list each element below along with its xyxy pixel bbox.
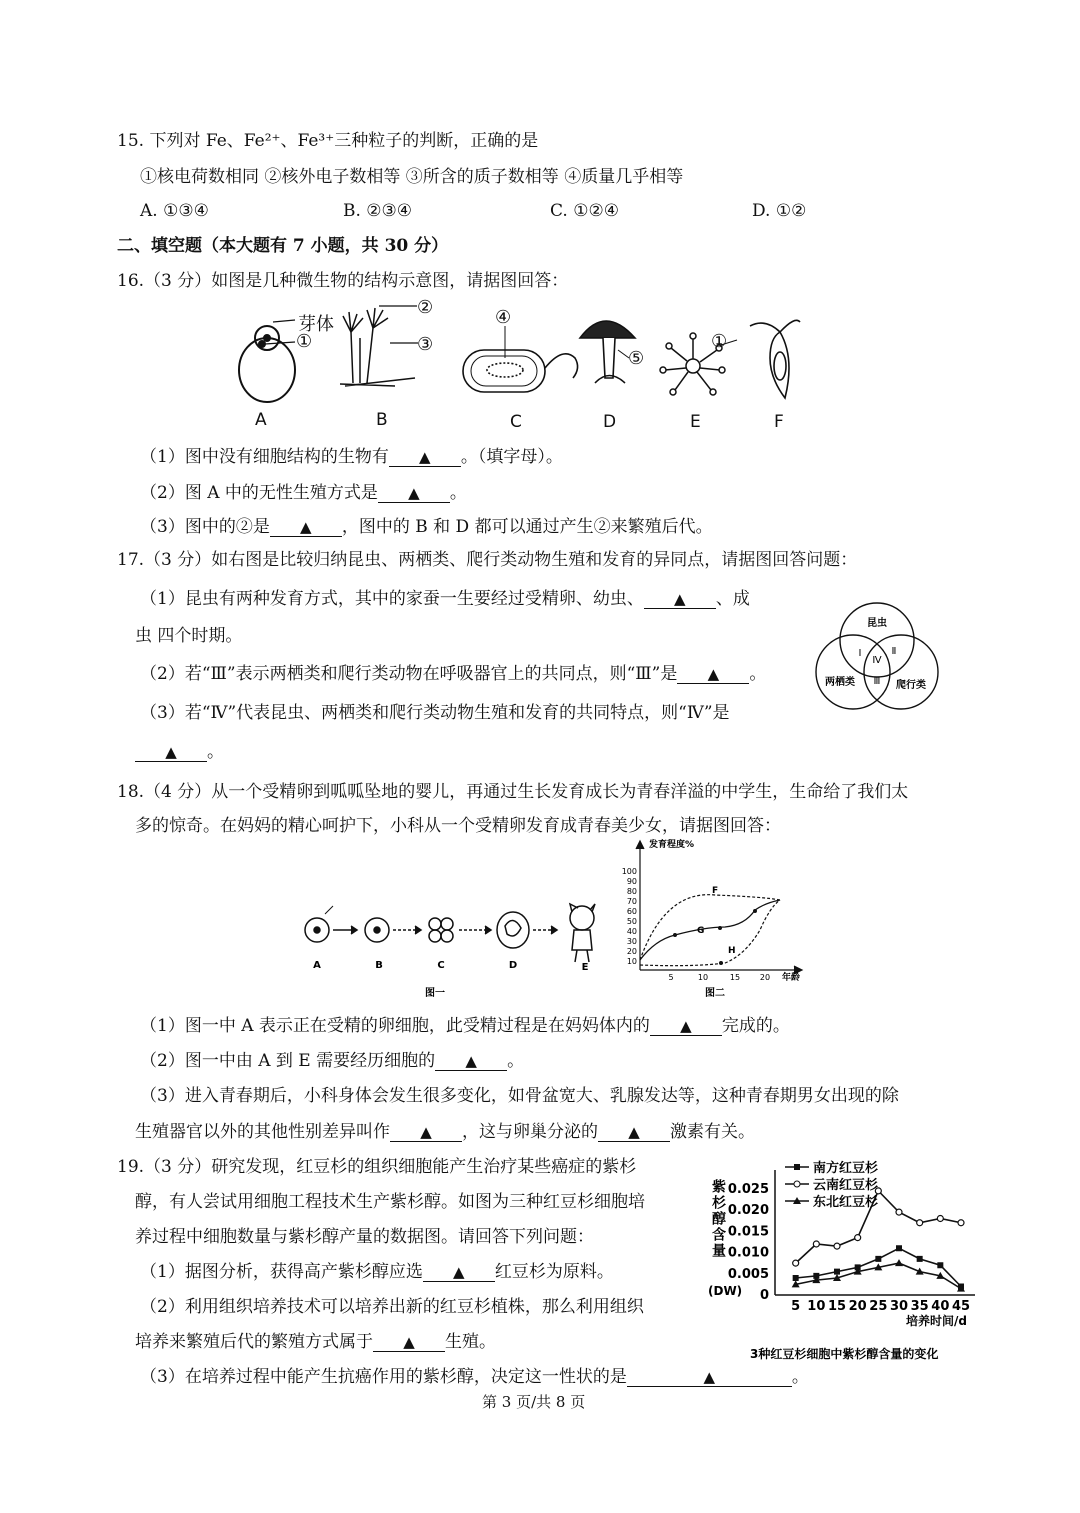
chart-xtick-label: 30 (889, 1299, 909, 1314)
fig-label-e: E (690, 412, 701, 432)
q18-part2-text: （2）图一中由 A 到 E 需要经历细胞的 (140, 1051, 436, 1071)
fig2-ytick-50: 50 (626, 917, 637, 926)
q15-option-b: B. ②③④ (343, 201, 413, 221)
blank-mark: ▲ (703, 1368, 716, 1386)
chart-point (896, 1209, 902, 1215)
chart-point (896, 1245, 902, 1251)
q16-part1 (140, 446, 563, 468)
fig-label-c: C (510, 412, 522, 432)
q17-answer-blank-2[interactable] (677, 665, 749, 684)
chart-point (793, 1260, 799, 1266)
fig2-caption: 图二 (705, 988, 725, 999)
chart-ylabel: 紫杉醇含量 (710, 1179, 726, 1259)
fig1-label-c: C (437, 960, 445, 971)
venn-region-3: Ⅲ (873, 676, 881, 687)
chart-yunit: (DW) (708, 1284, 743, 1298)
q16-part3-text: （3）图中的②是 (140, 517, 270, 537)
q16-answer-blank-3[interactable] (270, 518, 342, 537)
chart-point (855, 1235, 861, 1241)
q18-part3: （3）进入青春期后，小科身体会发生很多变化，如骨盆宽大、乳腺发达等，这种青春期男女出现的除 (140, 1086, 899, 1106)
chart-ytick-label: 0.005 (727, 1266, 769, 1282)
fig2-ytick-30: 30 (626, 937, 637, 946)
chart-point (917, 1256, 923, 1262)
q16-part3 (140, 516, 713, 538)
q15-option-a: A. ①③④ (140, 201, 209, 221)
q19-part1 (140, 1261, 614, 1283)
fig1-development (295, 900, 615, 1000)
virus-label-1: ① (711, 331, 728, 352)
chart-point (813, 1241, 819, 1247)
q18-part1 (140, 1015, 790, 1037)
q18-part2 (140, 1050, 524, 1072)
q19-part1-tail: 红豆杉为原料。 (494, 1262, 614, 1282)
fig1-caption: 图一 (425, 988, 445, 999)
q17-part2-tail: 。 (749, 664, 767, 684)
q18-part3-text: 生殖器官以外的其他性别差异叫作 (135, 1122, 390, 1142)
venn-region-2: Ⅱ (891, 646, 897, 657)
q19-line-1: 19.（3 分）研究发现，红豆杉的组织细胞能产生治疗某些癌症的紫杉 (117, 1157, 637, 1177)
chart-point (834, 1243, 840, 1249)
fig2-xlabel: 年龄 (781, 973, 801, 983)
yeast-bud-label: 芽体 (298, 314, 334, 335)
q18-answer-blank-4[interactable] (598, 1123, 670, 1142)
yeast-label-1: ① (296, 331, 313, 352)
bacterium-label-4: ④ (495, 307, 512, 328)
chart-xtick-label: 5 (791, 1299, 801, 1314)
fig2-ytick-40: 40 (626, 927, 637, 936)
q17-answer-blank-3[interactable] (135, 743, 207, 762)
chart-ytick-label: 0.010 (727, 1245, 769, 1261)
chart-xtick-label: 25 (869, 1299, 888, 1314)
section-title: 二、填空题（本大题有 7 小题，共 30 分） (117, 236, 449, 256)
q19-answer-blank-1[interactable] (423, 1263, 495, 1282)
chart-ytick-label: 0.015 (727, 1224, 769, 1240)
fig-label-d: D (603, 412, 617, 432)
blank-mark: ▲ (465, 1052, 477, 1070)
venn-region-4: Ⅳ (872, 655, 882, 666)
euglena-figure (750, 320, 800, 398)
blank-mark: ▲ (408, 484, 420, 502)
venn-amphibian: 两栖类 (825, 677, 855, 688)
q19-line-3: 养过程中细胞数量与紫杉醇产量的数据图。请回答下列问题： (135, 1227, 594, 1247)
q19-answer-blank-3[interactable] (627, 1368, 792, 1387)
q19-part2-text: 培养来繁殖后代的繁殖方式属于 (135, 1332, 373, 1352)
q16-part3-tail: ，图中的 B 和 D 都可以通过产生②来繁殖后代。 (341, 517, 713, 537)
q16-answer-blank-1[interactable] (389, 448, 461, 467)
q17-part1-tail: 、成 (715, 589, 750, 609)
chart-legend-label: 东北红豆杉 (813, 1195, 879, 1210)
taxol-content-chart (700, 1155, 990, 1370)
q17-part1 (140, 588, 750, 610)
chart-legend-label: 南方红豆杉 (813, 1161, 879, 1176)
fig-label-b: B (376, 410, 388, 430)
q19-part1-text: （1）据图分析，获得高产紫杉醇应选 (140, 1262, 423, 1282)
q18-answer-blank-2[interactable] (435, 1052, 507, 1071)
q18-answer-blank-1[interactable] (650, 1017, 722, 1036)
mushroom-figure (580, 321, 635, 383)
q18-part3-tail: 激素有关。 (670, 1122, 755, 1142)
venn-reptile: 爬行类 (896, 680, 926, 691)
fig2-ytick-90: 90 (626, 877, 637, 886)
blank-mark: ▲ (165, 743, 177, 761)
q19-answer-blank-2[interactable] (373, 1333, 445, 1352)
chart-point (937, 1216, 943, 1222)
fig2-ytick-10: 10 (626, 957, 637, 966)
fig2-ytick-80: 80 (626, 887, 637, 896)
venn-diagram (815, 600, 940, 710)
bacterium-figure (463, 326, 578, 392)
blank-mark: ▲ (420, 1123, 432, 1141)
fig2-xtick-15: 15 (729, 973, 741, 982)
q19-part2-cont (135, 1331, 496, 1353)
q19-part3-text: （3）在培养过程中能产生抗癌作用的紫杉醇，决定这一性状的是 (140, 1367, 627, 1387)
q17-answer-blank-1[interactable] (644, 590, 716, 609)
venn-insect: 昆虫 (867, 618, 887, 629)
q19-line-2: 醇，有人尝试用细胞工程技术生产紫杉醇。如图为三种红豆杉细胞培 (135, 1192, 645, 1212)
q16-stem: 16.（3 分）如图是几种微生物的结构示意图，请据图回答： (117, 271, 569, 291)
page-footer: 第 3 页/共 8 页 (482, 1393, 586, 1411)
chart-legend-marker (794, 1164, 800, 1170)
chart-xtick-label: 20 (848, 1299, 867, 1314)
fig2-ytick-20: 20 (626, 947, 637, 956)
fig-label-a: A (255, 410, 267, 430)
q16-part1-text: （1）图中没有细胞结构的生物有 (140, 447, 389, 467)
chart-point (958, 1220, 964, 1226)
fig-label-f: F (774, 412, 784, 432)
q18-part3-mid: ，这与卵巢分泌的 (462, 1122, 598, 1142)
chart-point (917, 1220, 923, 1226)
chart-title: 3种红豆杉细胞中紫杉醇含量的变化 (750, 1347, 939, 1361)
fig1-label-a: A (313, 960, 321, 971)
mold-label-3: ③ (417, 334, 434, 355)
q16-part2-tail: 。 (449, 483, 467, 503)
q16-answer-blank-2[interactable] (378, 484, 450, 503)
fig2-xtick-10: 10 (697, 973, 709, 982)
chart-ytick-label: 0 (759, 1288, 769, 1303)
blank-mark: ▲ (403, 1333, 415, 1351)
chart-point (834, 1269, 840, 1275)
chart-ytick-label: 0.020 (727, 1203, 769, 1218)
blank-mark: ▲ (680, 1017, 692, 1035)
blank-mark: ▲ (674, 590, 686, 608)
blank-mark: ▲ (300, 518, 312, 536)
fig2-xtick-5: 5 (668, 973, 674, 982)
blank-mark: ▲ (419, 448, 431, 466)
q17-part1-text: （1）昆虫有两种发育方式，其中的家蚕一生要经过受精卵、幼虫、 (140, 589, 644, 609)
chart-xtick-label: 35 (910, 1299, 929, 1314)
q18-part2-tail: 。 (507, 1051, 525, 1071)
q17-part3: （3）若“Ⅳ”代表昆虫、两栖类和爬行类动物生殖和发育的共同特点，则“Ⅳ”是 (140, 703, 730, 723)
chart-point (937, 1262, 943, 1268)
fig2-ytick-60: 60 (626, 907, 637, 916)
venn-region-1: Ⅰ (858, 648, 862, 659)
q18-stem-1: 18.（4 分）从一个受精卵到呱呱坠地的婴儿，再通过生长发育成长为青春洋溢的中学生，生命给了我们太 (117, 782, 909, 802)
fig1-label-e: E (581, 962, 589, 973)
fig1-label-b: B (375, 960, 383, 971)
q16-part1-tail: 。（填字母）。 (460, 447, 563, 467)
chart-point (875, 1256, 881, 1262)
fig2-ytick-70: 70 (626, 897, 637, 906)
q18-part1-tail: 完成的。 (721, 1016, 790, 1036)
mold-figure (340, 306, 418, 386)
q17-part2-text: （2）若“Ⅲ”表示两栖类和爬行类动物在呼吸器官上的共同点，则“Ⅲ”是 (140, 664, 678, 684)
blank-mark: ▲ (628, 1123, 640, 1141)
q19-part3-tail: 。 (791, 1367, 809, 1387)
q17-part1-cont: 虫 四个时期。 (135, 626, 243, 646)
q19-part2: （2）利用组织培养技术可以培养出新的红豆杉植株，那么利用组织 (140, 1297, 644, 1317)
q17-part3-tail: 。 (207, 742, 224, 762)
blank-mark: ▲ (453, 1263, 465, 1281)
chart-legend-marker (794, 1181, 800, 1187)
chart-ytick-label: 0.025 (727, 1181, 769, 1197)
fig1-label-d: D (508, 960, 518, 971)
chart-xtick-label: 40 (931, 1299, 950, 1314)
fig2-ylabel: 发育程度% (649, 840, 695, 850)
fig2-curve-g: G (697, 926, 705, 936)
q17-stem: 17.（3 分）如右图是比较归纳昆虫、两栖类、爬行类动物生殖和发育的异同点，请据图回答问题： (117, 550, 858, 570)
q18-answer-blank-3[interactable] (390, 1123, 462, 1142)
fig2-xtick-20: 20 (759, 973, 771, 982)
yeast-figure (239, 320, 295, 402)
q18-part1-text: （1）图一中 A 表示正在受精的卵细胞，此受精过程是在妈妈体内的 (140, 1016, 650, 1036)
q17-part3-answer (135, 741, 224, 763)
q17-part2 (140, 663, 766, 685)
q18-part3-cont (135, 1121, 755, 1143)
q16-part2 (140, 482, 467, 504)
mushroom-label-5: ⑤ (628, 348, 645, 369)
blank-mark: ▲ (707, 665, 720, 683)
chart-xtick-label: 45 (951, 1299, 971, 1314)
fig2-curve-h: H (728, 946, 736, 956)
q15-option-c: C. ①②④ (550, 201, 619, 221)
chart-legend-label: 云南红豆杉 (813, 1178, 879, 1193)
chart-point (895, 1259, 903, 1266)
fig2-curve-f: F (712, 886, 719, 896)
q16-part2-text: （2）图 A 中的无性生殖方式是 (140, 483, 378, 503)
q18-stem-2: 多的惊奇。在妈妈的精心呵护下，小科从一个受精卵发育成青春美少女，请据图回答： (135, 816, 781, 836)
q15-stem: 15. 下列对 Fe、Fe²⁺、Fe³⁺三种粒子的判断，正确的是 (117, 131, 539, 151)
chart-point (793, 1275, 799, 1281)
q15-statements: ①核电荷数相同 ②核外电子数相等 ③所含的质子数相等 ④质量几乎相等 (140, 167, 684, 187)
chart-xtick-label: 15 (827, 1299, 847, 1314)
q15-option-d: D. ①② (752, 201, 807, 221)
q19-part2-tail: 生殖。 (445, 1332, 496, 1352)
chart-xlabel: 培养时间/d (906, 1314, 967, 1328)
chart-xtick-label: 10 (807, 1299, 826, 1314)
fig2-growth-chart (615, 835, 815, 1000)
fig2-ytick-100: 100 (621, 867, 637, 876)
mold-label-2: ② (417, 297, 434, 318)
